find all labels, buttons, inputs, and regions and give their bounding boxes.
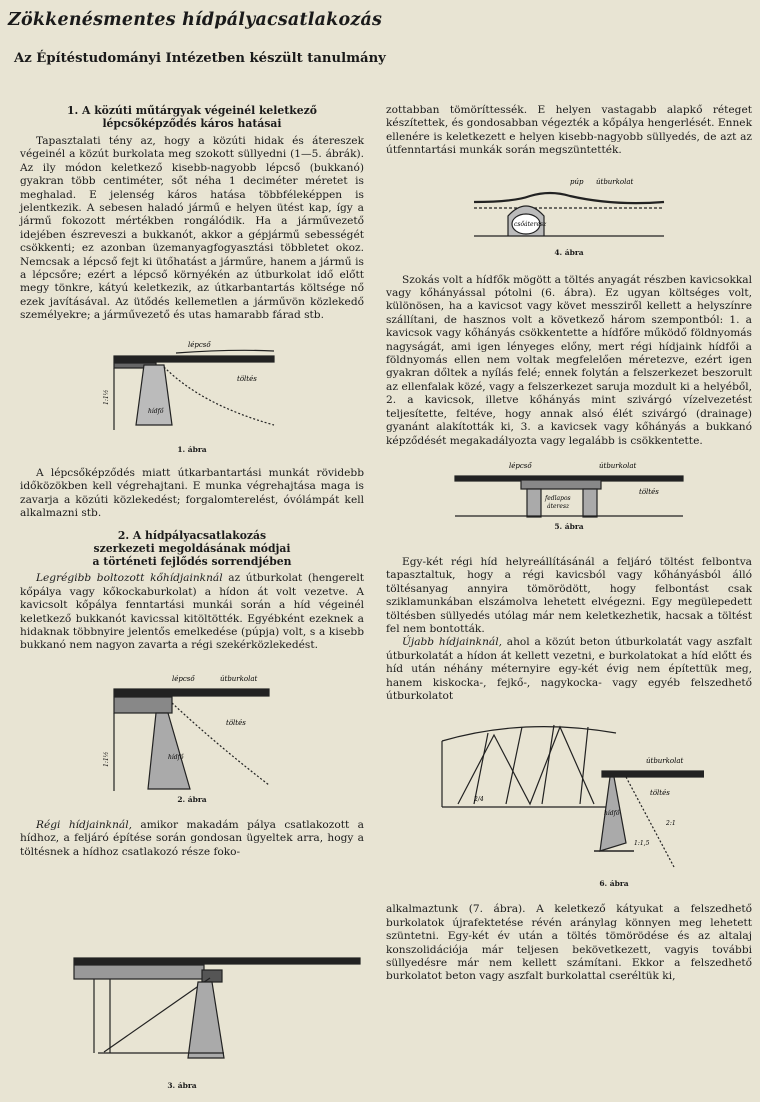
fig2-label-lepcso: lépcső bbox=[172, 674, 195, 683]
fig1-label-ratio: 1:1½ bbox=[103, 389, 110, 405]
right-paragraph5: alkalmaztunk (7. ábra). A keletkező kátyukat a felszedhető burkolatok újrafektetése révén aránylag könnyen meg lehetett szüntetni. Egy-két év után a töltés tömörödése és az altalaj konszolidációja már teljesen bekövetkezett, vagyis további süllyedésre már nem kellett számítani. Ekkor a felszedhető burkolatot beton vagy aszfalt burkolattal cseréltük ki, bbox=[386, 903, 752, 983]
page-title: Zökkenésmentes hídpályacsatlakozás bbox=[8, 10, 383, 30]
fig1-label-toltes: töltés bbox=[237, 374, 257, 383]
figure-6-caption: 6. ábra bbox=[599, 879, 629, 889]
section1-heading-line2: lépcsőképződés káros hatásai bbox=[102, 117, 282, 130]
fig6-label-ratio: 1:1,5 bbox=[634, 840, 650, 848]
fig6-label-utburkolat: útburkolat bbox=[646, 757, 684, 766]
right-paragraph2: Szokás volt a hídfők mögött a töltés anyagát részben kavicsokkal vagy kőhányással pótolni (6. ábra). Ez ugyan költséges volt, különösen, ha a kavicsot vagy követ messziről kellett a helyszínre szállítani, de hasznos volt a következő három szempontból: 1. a kavicsok vagy kőhányás csökkentette a hídfőre működő földnyomás nagyságát, ami igen lényeges előny, mert régi hídjaink hídfői a földnyomás ellen nem voltak megfelelően méretezve, ezért igen gyakran dőltek a nyílás felé; ennek folytán a felszerkezet beszorult az ellenfalak közé, vagy a felszerkezet saruja mozdult ki a helyéből, 2. a kavicsok, illetve kőhányás mint szivárgó vízelvezetést teljesítette, feltéve, hogy annak alsó élét szivárgó (drainage) gyanánt alakították ki, 3. a kavicsek vagy kőhányás a bukkanó képződését megakadályozta vagy legalább is csökkentette. bbox=[386, 273, 752, 447]
figure-4-caption: 4. ábra bbox=[554, 247, 584, 257]
section2-paragraph1: az útburkolat (hengerelt kőpálya vagy kőkockaburkolat) a hídon át volt vezetve. A kavicsolt kőpálya fenntartási munkái során a híd végeinél keletkező bukkanót kavicssal kitöltötték. Egyébként ezeknek a hidaknak többnyire jelentős emelkedése (púpja) volt, s a kisebb bukkanó nem nagyon zavarta a régi szekérközlekedést. bbox=[20, 572, 364, 652]
right-paragraph1: zottabban tömöríttessék. E helyen vastagabb alapkő réteget készítettek, és gondosabban végezték a kőpálya hengerlését. Ennek ellenére is keletkezett e helyen kisebb-nagyobb süllyedés, de azt az útfenntartási munkák során megszüntették. bbox=[386, 104, 752, 157]
fig2-label-ratio: 1:1½ bbox=[103, 751, 110, 767]
section2-paragraph2: amikor makadám pálya csatlakozott a hídhoz, a feljáró építése során gondosan ügyeltek arra, hogy a töltésnek a hídhoz csatlakozó része foko- bbox=[20, 818, 364, 858]
left-column bbox=[20, 104, 364, 859]
fig1-label-lepcso: lépcső bbox=[188, 340, 211, 349]
fig2-label-toltes: töltés bbox=[226, 718, 246, 727]
figure-6 bbox=[434, 711, 704, 879]
section2-heading-line3: a történeti fejlődés sorrendjében bbox=[92, 555, 292, 569]
section1-heading-line1: 1. A közúti műtárgyak végeinél keletkező bbox=[67, 104, 317, 117]
fig4-label-pup: púp bbox=[570, 177, 584, 186]
fig5-label-fedlapos: fedlapos bbox=[545, 494, 571, 502]
fig2-label-hidfo: hídfő bbox=[168, 753, 184, 761]
section1-paragraph2: A lépcsőképződés miatt útkarbantartási munkát rövidebb időközökben kell végrehajtani. E munka végrehajtása maga is zavarja a közúti közlekedést; forgalomterelést, óvólámpát kell alkalmazni stb. bbox=[20, 466, 364, 519]
fig5-label-lepcso: lépcső bbox=[509, 461, 532, 470]
section1-paragraph1: Tapasztalati tény az, hogy a közúti hidak és átereszek végeinél a közút burkolata meg szokott süllyedni (1—5. ábrák). Az ily módon keletkező kisebb-nagyobb lépcső (bukkanó) gyakran több centiméter, sőt néha 1 deciméter méretet is meghalad. E jelenség káros hatása többféleképpen is jelentkezik. A sebesen haladó jármű e helyen ütést kap, így a jármű fokozott mértékben rongálódik. Ha a járművezető idejében észreveszi a bukkanót, akkor a gépjármű sebességét csökkenti; ez azonban üzemanyagfogyasztási többletet okoz. Nemcsak a lépcső fejt ki ütőhatást a járműre, hanem a jármű is a lépcsőre; ezért a lépcső környékén az útburkolat idő előtt megy tönkre, kátyú keletkezik, az útkarbantartás költsége nő ezek javításával. Az ütődés kellemetlen a járművön közlekedő személyekre; a járművezető és utas hamarabb fárad stb. bbox=[20, 135, 364, 322]
figure-2 bbox=[92, 667, 292, 795]
fig4-label-utburkolat: útburkolat bbox=[596, 177, 634, 186]
figure-1 bbox=[92, 335, 292, 445]
page-subtitle: Az Építéstudományi Intézetben készült tanulmány bbox=[14, 51, 386, 66]
fig6-label-hidfo: hídfő bbox=[604, 810, 620, 818]
figure-5-caption: 5. ábra bbox=[554, 521, 584, 531]
fig1-label-hidfo: hídfő bbox=[148, 407, 164, 415]
fig5-label-toltes: töltés bbox=[639, 487, 659, 496]
fig4-label-csoateresz: csőáteresz bbox=[514, 220, 547, 228]
right-paragraph3: Egy-két régi híd helyreállításánál a feljáró töltést felbontva tapasztaltuk, hogy a régi kavicsból vagy kőhányásból álló töltésanyag annyira tömörödött, hogy felbontást csak sziklamunkában elszámolva lehetett elvégezni. Egy megülepedett töltésben süllyedés utólag már nem keletkezhetik, hacsak a töltést fel nem bontották. bbox=[386, 555, 752, 635]
fig6-label-ratio2: 2:1 bbox=[666, 820, 676, 828]
paragraph3-emphasis: Legrégibb boltozott kőhídjainknál bbox=[36, 572, 223, 585]
fig6-label-toltes: töltés bbox=[650, 789, 670, 798]
fig5-label-utburkolat: útburkolat bbox=[599, 461, 637, 470]
fig5-label-ateresz: áteresz bbox=[547, 502, 570, 510]
figure-1-caption: 1. ábra bbox=[177, 444, 207, 454]
section2-heading-line2: szerkezeti megoldásának módjai bbox=[93, 542, 291, 556]
figure-2-caption: 2. ábra bbox=[177, 794, 207, 804]
right-column bbox=[386, 104, 752, 984]
figure-4 bbox=[464, 172, 674, 248]
section2-heading-line1: 2. A hídpályacsatlakozás bbox=[117, 529, 267, 543]
figure-3-caption: 3. ábra bbox=[167, 1081, 197, 1090]
figure-3 bbox=[64, 948, 364, 1070]
paragraph4-emphasis: Régi hídjainknál, bbox=[36, 818, 132, 831]
fig2-label-utburkolat: útburkolat bbox=[220, 674, 258, 683]
figure-5 bbox=[449, 456, 689, 522]
fig6-label-dim: 2/4 bbox=[474, 796, 484, 804]
right-paragraph4-emphasis: Újabb hídjainknál, bbox=[402, 636, 502, 649]
right-paragraph4: ahol a közút beton útburkolatát vagy aszfalt útburkolatát a hídon át kellett vezetni, e burkolatokat a híd előtt és híd után néhány méternyire egy-két évig nem építettük meg, hanem kiskocka-, fejkő-, nagykocka- vagy egyéb felszedhető útburkolatot bbox=[386, 636, 753, 702]
